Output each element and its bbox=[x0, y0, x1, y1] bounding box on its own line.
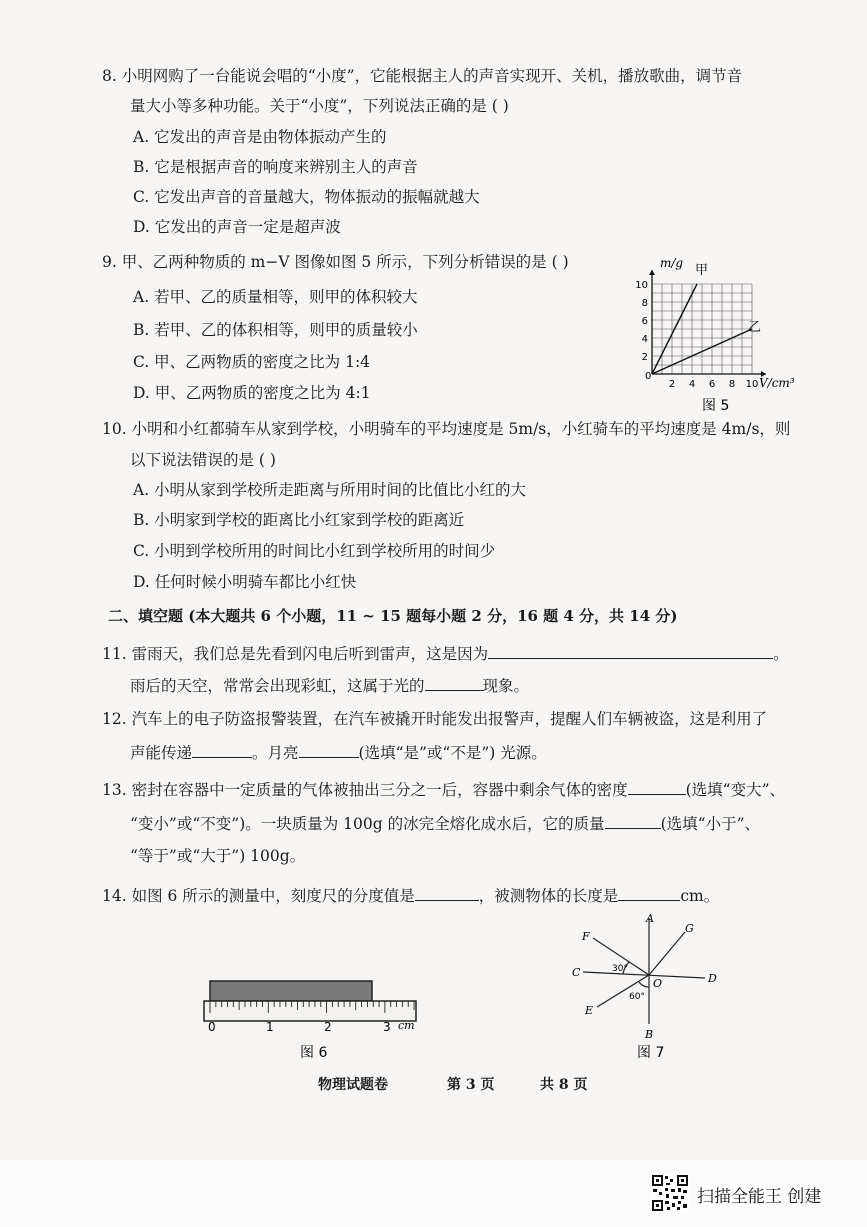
q9-option-c: C. 甲、乙两物质的密度之比为 1:4 bbox=[133, 353, 371, 371]
q14-blank-2[interactable] bbox=[618, 884, 680, 901]
q10-option-b: B. 小明家到学校的距离比小红家到学校的距离近 bbox=[133, 511, 465, 529]
q8-stem-line2: 量大小等多种功能。关于“小度”，下列说法正确的是 ( ) bbox=[130, 97, 509, 115]
fig5-label-jia: 甲 bbox=[695, 263, 709, 278]
q8-option-c: C. 它发出声音的音量越大，物体振动的振幅就越大 bbox=[133, 188, 480, 206]
fig6-unit: cm bbox=[398, 1019, 415, 1032]
q12-blank-1[interactable] bbox=[192, 741, 252, 758]
q9-option-b: B. 若甲、乙的体积相等，则甲的质量较小 bbox=[133, 321, 418, 339]
q14-text2: ，被测物体的长度是 bbox=[478, 887, 619, 905]
q11-text2: 雨后的天空，常常会出现彩虹，这属于光的 bbox=[130, 677, 425, 695]
fig7-ray-OG bbox=[649, 932, 685, 975]
scanner-watermark: 扫描全能王 创建 bbox=[697, 1187, 822, 1207]
q13-blank-1[interactable] bbox=[628, 778, 686, 795]
section-2-header: 二、填空题 (本大题共 6 个小题，11 ~ 15 题每小题 2 分，16 题 4 分，共 14 分) bbox=[108, 607, 678, 625]
q10-option-c: C. 小明到学校所用的时间比小红到学校所用的时间少 bbox=[133, 542, 496, 560]
q11-blank-1[interactable] bbox=[488, 642, 773, 659]
q12-text3: (选填“是”或“不是”) 光源。 bbox=[358, 744, 547, 762]
q13-line2 bbox=[130, 812, 760, 834]
q11-blank-2[interactable] bbox=[425, 674, 483, 691]
fig5-xlabel: V/cm³ bbox=[759, 376, 795, 390]
fig5-ytick-label: 4 bbox=[641, 334, 648, 345]
q8-stem-line1: 8. 小明网购了一台能说会唱的“小度”，它能根据主人的声音实现开、关机，播放歌曲，调节音 bbox=[102, 67, 743, 85]
footer-title: 物理试题卷 bbox=[318, 1077, 388, 1093]
fig5-ytick-label: 8 bbox=[641, 298, 648, 309]
q12-line2 bbox=[130, 741, 547, 763]
q11-end: 。 bbox=[773, 645, 789, 663]
q13-text2: (选填“变大”、 bbox=[685, 781, 785, 799]
fig6-tick-1: 1 bbox=[266, 1020, 274, 1034]
q14-blank-1[interactable] bbox=[415, 884, 479, 901]
q14-text1: 14. 如图 6 所示的测量中，刻度尺的分度值是 bbox=[102, 887, 415, 905]
fig7-label-D: D bbox=[708, 972, 717, 985]
fig5-grid bbox=[652, 284, 752, 374]
fig5-origin: 0 bbox=[645, 371, 652, 382]
fig7-label-O: O bbox=[653, 977, 663, 990]
footer-page: 第 3 页 bbox=[447, 1077, 495, 1093]
fig6-tick-0: 0 bbox=[208, 1020, 216, 1034]
q10-option-d: D. 任何时候小明骑车都比小红快 bbox=[133, 573, 357, 591]
q13-blank-2[interactable] bbox=[605, 812, 661, 829]
fig6-measured-object bbox=[210, 981, 372, 1001]
fig5-ytick-label: 10 bbox=[635, 280, 648, 291]
fig5-ytick-label: 6 bbox=[641, 316, 648, 327]
fig7-caption: 图 7 bbox=[637, 1045, 665, 1061]
q8-option-b: B. 它是根据声音的响度来辨别主人的声音 bbox=[133, 158, 418, 176]
fig6-tick-3: 3 bbox=[383, 1020, 391, 1034]
fig7-surface-CD bbox=[583, 972, 705, 978]
figure-6-ruler bbox=[200, 975, 430, 1065]
q11-line1 bbox=[102, 642, 789, 664]
q13-text3: “变小”或“不变”)。一块质量为 100g 的冰完全熔化成水后，它的质量 bbox=[130, 815, 605, 833]
fig7-ray-OE bbox=[597, 975, 649, 1007]
q9-stem: 9. 甲、乙两种物质的 m−V 图像如图 5 所示，下列分析错误的是 ( ) bbox=[102, 253, 569, 271]
fig7-label-F: F bbox=[582, 930, 590, 943]
q13-line3: “等于”或“大于”) 100g。 bbox=[130, 847, 306, 865]
q10-stem-line1: 10. 小明和小红都骑车从家到学校，小明骑车的平均速度是 5m/s，小红骑车的平均速度是 4m/s，则 bbox=[102, 420, 791, 438]
footer-total: 共 8 页 bbox=[540, 1077, 588, 1093]
fig7-label-B: B bbox=[645, 1028, 654, 1041]
q9-option-d: D. 甲、乙两物质的密度之比为 4:1 bbox=[133, 384, 371, 402]
q12-blank-2[interactable] bbox=[299, 741, 359, 758]
q8-option-d: D. 它发出的声音一定是超声波 bbox=[133, 218, 341, 236]
fig7-label-A: A bbox=[646, 912, 654, 925]
fig5-xtick-label: 8 bbox=[728, 379, 736, 390]
fig7-label-E: E bbox=[585, 1004, 594, 1017]
fig6-ruler-body bbox=[204, 1001, 416, 1021]
fig7-label-G: G bbox=[685, 922, 694, 935]
fig6-caption: 图 6 bbox=[300, 1045, 328, 1061]
q9-option-a: A. 若甲、乙的质量相等，则甲的体积较大 bbox=[133, 288, 418, 306]
fig7-angle-30: 30° bbox=[612, 964, 628, 974]
fig5-xtick-label: 2 bbox=[668, 379, 676, 390]
q11-text1: 11. 雷雨天，我们总是先看到闪电后听到雷声，这是因为 bbox=[102, 645, 489, 663]
fig5-y-arrow bbox=[649, 270, 655, 275]
figure-7-ray-diagram bbox=[565, 912, 730, 1062]
q12-text2: 。月亮 bbox=[252, 744, 299, 762]
q14-line1 bbox=[102, 884, 719, 906]
q13-line1 bbox=[102, 778, 785, 800]
q13-text4: (选填“小于”、 bbox=[660, 815, 761, 833]
fig5-label-yi: 乙 bbox=[748, 320, 762, 335]
fig7-angle-60: 60° bbox=[629, 992, 645, 1002]
q11-text3: 现象。 bbox=[482, 677, 530, 695]
fig5-caption: 图 5 bbox=[702, 398, 730, 414]
q8-option-a: A. 它发出的声音是由物体振动产生的 bbox=[133, 128, 387, 146]
fig5-ytick-label: 2 bbox=[641, 352, 648, 363]
q10-option-a: A. 小明从家到学校所走距离与所用时间的比值比小红的大 bbox=[133, 481, 527, 499]
fig5-ylabel: m/g bbox=[660, 256, 684, 270]
fig5-xtick-label: 6 bbox=[708, 379, 716, 390]
figure-5-mv-graph bbox=[632, 252, 802, 422]
q13-text1: 13. 密封在容器中一定质量的气体被抽出三分之一后，容器中剩余气体的密度 bbox=[102, 781, 628, 799]
q12-text1: 声能传递 bbox=[130, 744, 193, 762]
qr-code-icon bbox=[651, 1174, 689, 1212]
q11-line2 bbox=[130, 674, 529, 696]
q10-stem-line2: 以下说法错误的是 ( ) bbox=[130, 451, 276, 469]
fig7-arc-60 bbox=[639, 982, 649, 987]
q12-line1: 12. 汽车上的电子防盗报警装置，在汽车被撬开时能发出报警声，提醒人们车辆被盗，这是利用了 bbox=[102, 710, 768, 728]
fig5-yticks bbox=[635, 280, 648, 363]
fig6-tick-2: 2 bbox=[324, 1020, 332, 1034]
fig7-label-C: C bbox=[572, 966, 581, 979]
fig5-xticks bbox=[669, 379, 759, 390]
fig5-xtick-label: 10 bbox=[745, 379, 759, 390]
fig5-xtick-label: 4 bbox=[688, 379, 696, 390]
q14-text3: cm。 bbox=[680, 887, 720, 905]
